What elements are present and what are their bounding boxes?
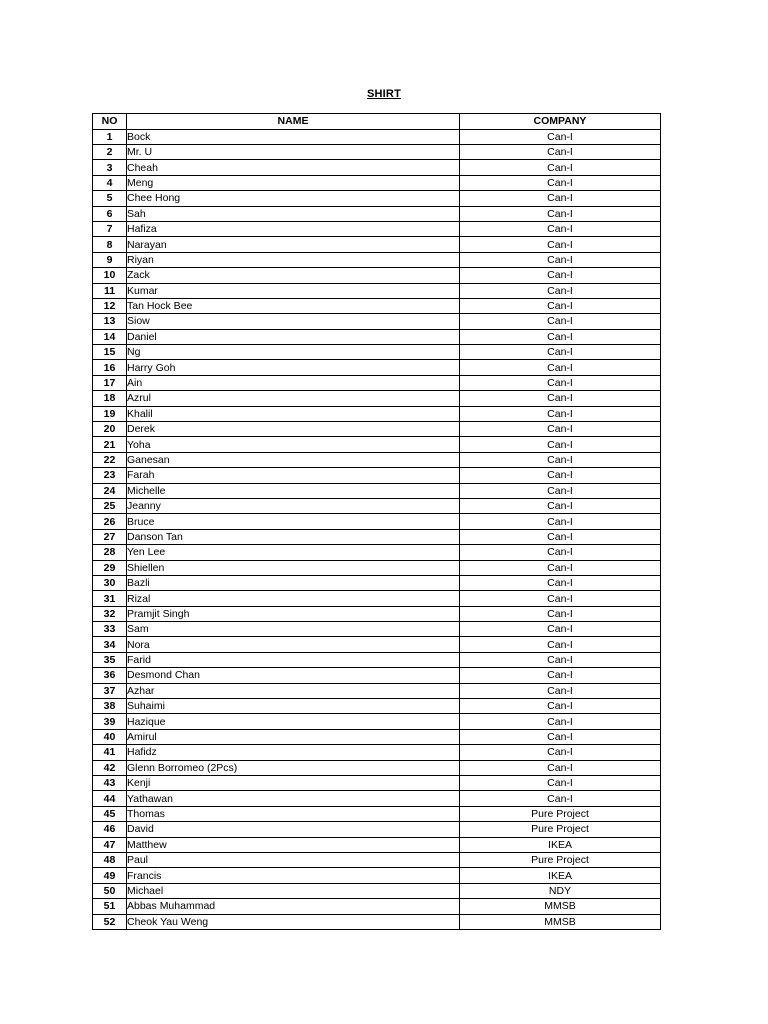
document-title: SHIRT (367, 88, 401, 100)
row-number: 49 (93, 868, 127, 883)
row-number: 36 (93, 668, 127, 683)
row-number: 21 (93, 437, 127, 452)
row-number: 12 (93, 298, 127, 313)
table-row (93, 360, 661, 375)
row-company: Can-I (460, 237, 661, 252)
row-name: Daniel (127, 329, 460, 344)
row-company: Can-I (460, 314, 661, 329)
row-number: 41 (93, 745, 127, 760)
row-name: Suhaimi (127, 699, 460, 714)
row-number: 3 (93, 160, 127, 175)
table-row (93, 191, 661, 206)
row-name: Ganesan (127, 452, 460, 467)
table-row (93, 514, 661, 529)
row-number: 13 (93, 314, 127, 329)
row-number: 1 (93, 129, 127, 144)
row-company: Can-I (460, 575, 661, 590)
row-number: 45 (93, 806, 127, 821)
row-number: 30 (93, 575, 127, 590)
table-row (93, 591, 661, 606)
row-number: 33 (93, 622, 127, 637)
table-row (93, 221, 661, 236)
row-company: Can-I (460, 529, 661, 544)
row-name: Farah (127, 468, 460, 483)
table-row (93, 498, 661, 513)
table-row (93, 129, 661, 144)
table-row (93, 345, 661, 360)
row-company: Can-I (460, 175, 661, 190)
row-name: Khalil (127, 406, 460, 421)
row-name: Hafiza (127, 221, 460, 236)
table-row (93, 252, 661, 267)
row-number: 16 (93, 360, 127, 375)
row-company: Can-I (460, 160, 661, 175)
row-company: Can-I (460, 668, 661, 683)
row-name: Michael (127, 883, 460, 898)
row-company: Can-I (460, 422, 661, 437)
row-name: Rizal (127, 591, 460, 606)
row-name: Yoha (127, 437, 460, 452)
row-name: Tan Hock Bee (127, 298, 460, 313)
row-number: 40 (93, 729, 127, 744)
row-number: 50 (93, 883, 127, 898)
row-number: 15 (93, 345, 127, 360)
row-number: 48 (93, 852, 127, 867)
table-row (93, 683, 661, 698)
row-number: 32 (93, 606, 127, 621)
table-row (93, 437, 661, 452)
row-number: 27 (93, 529, 127, 544)
table-row (93, 914, 661, 929)
row-number: 46 (93, 822, 127, 837)
table-header-row (93, 114, 661, 130)
row-company: Can-I (460, 606, 661, 621)
table-row (93, 268, 661, 283)
row-company: Can-I (460, 637, 661, 652)
row-company: Can-I (460, 699, 661, 714)
table-row (93, 144, 661, 159)
table-row (93, 545, 661, 560)
table-row (93, 668, 661, 683)
row-company: Can-I (460, 483, 661, 498)
row-company: Can-I (460, 760, 661, 775)
row-name: Amirul (127, 729, 460, 744)
table-row (93, 883, 661, 898)
row-company: Can-I (460, 560, 661, 575)
row-number: 5 (93, 191, 127, 206)
table-row (93, 483, 661, 498)
row-name: Bock (127, 129, 460, 144)
row-company: Can-I (460, 221, 661, 236)
table-row (93, 729, 661, 744)
row-name: Chee Hong (127, 191, 460, 206)
table-row (93, 391, 661, 406)
table-row (93, 375, 661, 390)
shirt-list-table (92, 113, 661, 930)
row-number: 11 (93, 283, 127, 298)
table-row (93, 422, 661, 437)
row-company: Can-I (460, 791, 661, 806)
row-name: Azrul (127, 391, 460, 406)
row-company: Can-I (460, 437, 661, 452)
row-name: Nora (127, 637, 460, 652)
row-company: IKEA (460, 837, 661, 852)
table-row (93, 852, 661, 867)
row-name: Bruce (127, 514, 460, 529)
row-name: Francis (127, 868, 460, 883)
row-company: Can-I (460, 360, 661, 375)
row-name: Zack (127, 268, 460, 283)
row-company: Can-I (460, 329, 661, 344)
row-name: Ng (127, 345, 460, 360)
row-number: 37 (93, 683, 127, 698)
row-company: Can-I (460, 345, 661, 360)
row-number: 7 (93, 221, 127, 236)
row-number: 4 (93, 175, 127, 190)
row-company: Can-I (460, 129, 661, 144)
row-number: 26 (93, 514, 127, 529)
table-row (93, 160, 661, 175)
row-company: Can-I (460, 144, 661, 159)
row-number: 51 (93, 899, 127, 914)
row-name: Meng (127, 175, 460, 190)
row-number: 47 (93, 837, 127, 852)
table-row (93, 468, 661, 483)
table-row (93, 776, 661, 791)
table-row (93, 452, 661, 467)
row-number: 43 (93, 776, 127, 791)
row-company: Can-I (460, 375, 661, 390)
row-number: 2 (93, 144, 127, 159)
table-row (93, 899, 661, 914)
row-name: Farid (127, 652, 460, 667)
row-name: Azhar (127, 683, 460, 698)
row-company: Can-I (460, 298, 661, 313)
row-number: 44 (93, 791, 127, 806)
row-number: 42 (93, 760, 127, 775)
table-row (93, 760, 661, 775)
table-row (93, 175, 661, 190)
table-row (93, 806, 661, 821)
row-company: Can-I (460, 591, 661, 606)
row-name: Desmond Chan (127, 668, 460, 683)
row-company: Can-I (460, 268, 661, 283)
row-number: 28 (93, 545, 127, 560)
row-number: 10 (93, 268, 127, 283)
row-name: Hazique (127, 714, 460, 729)
row-number: 39 (93, 714, 127, 729)
table-row (93, 622, 661, 637)
row-company: Can-I (460, 406, 661, 421)
table-row (93, 283, 661, 298)
row-name: Paul (127, 852, 460, 867)
row-name: Cheok Yau Weng (127, 914, 460, 929)
row-company: Can-I (460, 622, 661, 637)
table-row (93, 822, 661, 837)
row-name: Kenji (127, 776, 460, 791)
row-name: Harry Goh (127, 360, 460, 375)
row-name: Ain (127, 375, 460, 390)
table-row (93, 868, 661, 883)
row-number: 38 (93, 699, 127, 714)
row-company: Can-I (460, 745, 661, 760)
row-name: Shiellen (127, 560, 460, 575)
row-name: Thomas (127, 806, 460, 821)
table-row (93, 237, 661, 252)
row-name: Danson Tan (127, 529, 460, 544)
row-company: Can-I (460, 545, 661, 560)
row-company: Can-I (460, 776, 661, 791)
row-name: Yen Lee (127, 545, 460, 560)
row-number: 29 (93, 560, 127, 575)
row-name: David (127, 822, 460, 837)
table-row (93, 314, 661, 329)
row-name: Narayan (127, 237, 460, 252)
column-header-name: NAME (127, 114, 460, 130)
table-row (93, 529, 661, 544)
row-company: NDY (460, 883, 661, 898)
row-name: Abbas Muhammad (127, 899, 460, 914)
column-header-company: COMPANY (460, 114, 661, 130)
row-company: Pure Project (460, 852, 661, 867)
table-row (93, 575, 661, 590)
row-number: 25 (93, 498, 127, 513)
row-company: IKEA (460, 868, 661, 883)
row-company: Can-I (460, 191, 661, 206)
row-number: 24 (93, 483, 127, 498)
row-number: 17 (93, 375, 127, 390)
row-number: 19 (93, 406, 127, 421)
row-number: 23 (93, 468, 127, 483)
row-company: MMSB (460, 899, 661, 914)
table-row (93, 329, 661, 344)
row-number: 22 (93, 452, 127, 467)
row-company: Can-I (460, 498, 661, 513)
row-name: Hafidz (127, 745, 460, 760)
row-company: Pure Project (460, 806, 661, 821)
row-company: Can-I (460, 683, 661, 698)
row-company: Can-I (460, 252, 661, 267)
row-company: Can-I (460, 206, 661, 221)
row-number: 35 (93, 652, 127, 667)
row-company: Can-I (460, 468, 661, 483)
table-row (93, 714, 661, 729)
row-number: 31 (93, 591, 127, 606)
row-company: Can-I (460, 714, 661, 729)
row-name: Sam (127, 622, 460, 637)
row-name: Yathawan (127, 791, 460, 806)
row-company: Can-I (460, 283, 661, 298)
row-name: Michelle (127, 483, 460, 498)
table-row (93, 837, 661, 852)
column-header-no: NO (93, 114, 127, 130)
row-name: Glenn Borromeo (2Pcs) (127, 760, 460, 775)
row-name: Bazli (127, 575, 460, 590)
row-company: Can-I (460, 652, 661, 667)
table-row (93, 206, 661, 221)
row-name: Jeanny (127, 498, 460, 513)
row-number: 14 (93, 329, 127, 344)
row-number: 20 (93, 422, 127, 437)
row-number: 52 (93, 914, 127, 929)
row-name: Pramjit Singh (127, 606, 460, 621)
table-row (93, 791, 661, 806)
table-row (93, 298, 661, 313)
row-number: 8 (93, 237, 127, 252)
row-name: Matthew (127, 837, 460, 852)
table-row (93, 560, 661, 575)
row-name: Derek (127, 422, 460, 437)
row-number: 6 (93, 206, 127, 221)
row-number: 34 (93, 637, 127, 652)
row-company: Can-I (460, 729, 661, 744)
row-name: Mr. U (127, 144, 460, 159)
table-row (93, 699, 661, 714)
row-company: MMSB (460, 914, 661, 929)
table-body (93, 129, 661, 929)
table-row (93, 606, 661, 621)
table-row (93, 745, 661, 760)
row-name: Riyan (127, 252, 460, 267)
row-company: Can-I (460, 452, 661, 467)
table-row (93, 406, 661, 421)
row-name: Cheah (127, 160, 460, 175)
row-number: 9 (93, 252, 127, 267)
table-row (93, 652, 661, 667)
row-name: Kumar (127, 283, 460, 298)
row-company: Can-I (460, 391, 661, 406)
row-company: Can-I (460, 514, 661, 529)
row-company: Pure Project (460, 822, 661, 837)
row-name: Siow (127, 314, 460, 329)
table-row (93, 637, 661, 652)
row-name: Sah (127, 206, 460, 221)
row-number: 18 (93, 391, 127, 406)
